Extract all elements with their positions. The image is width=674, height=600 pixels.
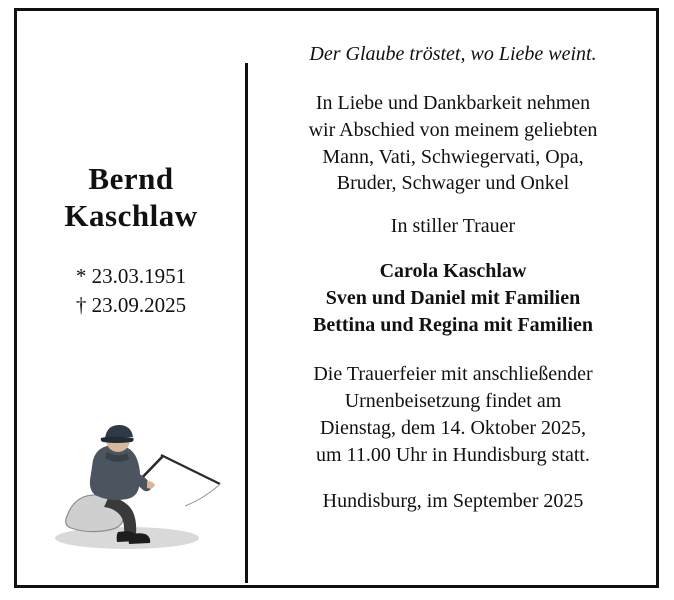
obituary-notice [14,8,659,588]
ceremony-line-3: Dienstag, dem 14. Oktober 2025, [319,416,587,439]
deceased-name [17,161,245,234]
intro-text [266,90,640,197]
obituary-left-column [17,11,245,585]
deceased-last-name: Kaschlaw [64,197,198,233]
death-date: † 23.09.2025 [75,292,187,317]
ceremony-line-4: um 11.00 Uhr in Hundisburg statt. [316,443,590,466]
intro-line-2: wir Abschied von meinem geliebten [308,118,598,141]
family-names [266,258,640,339]
motto-text: Der Glaube tröstet, wo Liebe weint. [309,43,597,65]
family-line-2: Sven und Daniel mit Familien [325,287,581,310]
intro-line-3: Mann, Vati, Schwiegervati, Opa, [322,145,584,168]
intro-line-4: Bruder, Schwager und Onkel [336,172,570,195]
life-dates [17,262,245,319]
ceremony-line-2: Urnenbeisetzung findet am [344,389,562,412]
ceremony-details [266,361,640,468]
mourning-label: In stiller Trauer [390,215,516,238]
deceased-first-name: Bernd [88,161,174,196]
place-and-date: Hundisburg, im September 2025 [322,490,584,513]
family-line-3: Bettina und Regina mit Familien [312,314,593,337]
obituary-right-column [248,11,656,585]
ceremony-line-1: Die Trauerfeier mit anschließender [313,363,593,386]
birth-date: * 23.03.1951 [75,264,187,289]
family-line-1: Carola Kaschlaw [379,260,527,283]
seated-fisherman-illustration [35,388,230,563]
intro-line-1: In Liebe und Dankbarkeit nehmen [315,92,591,114]
